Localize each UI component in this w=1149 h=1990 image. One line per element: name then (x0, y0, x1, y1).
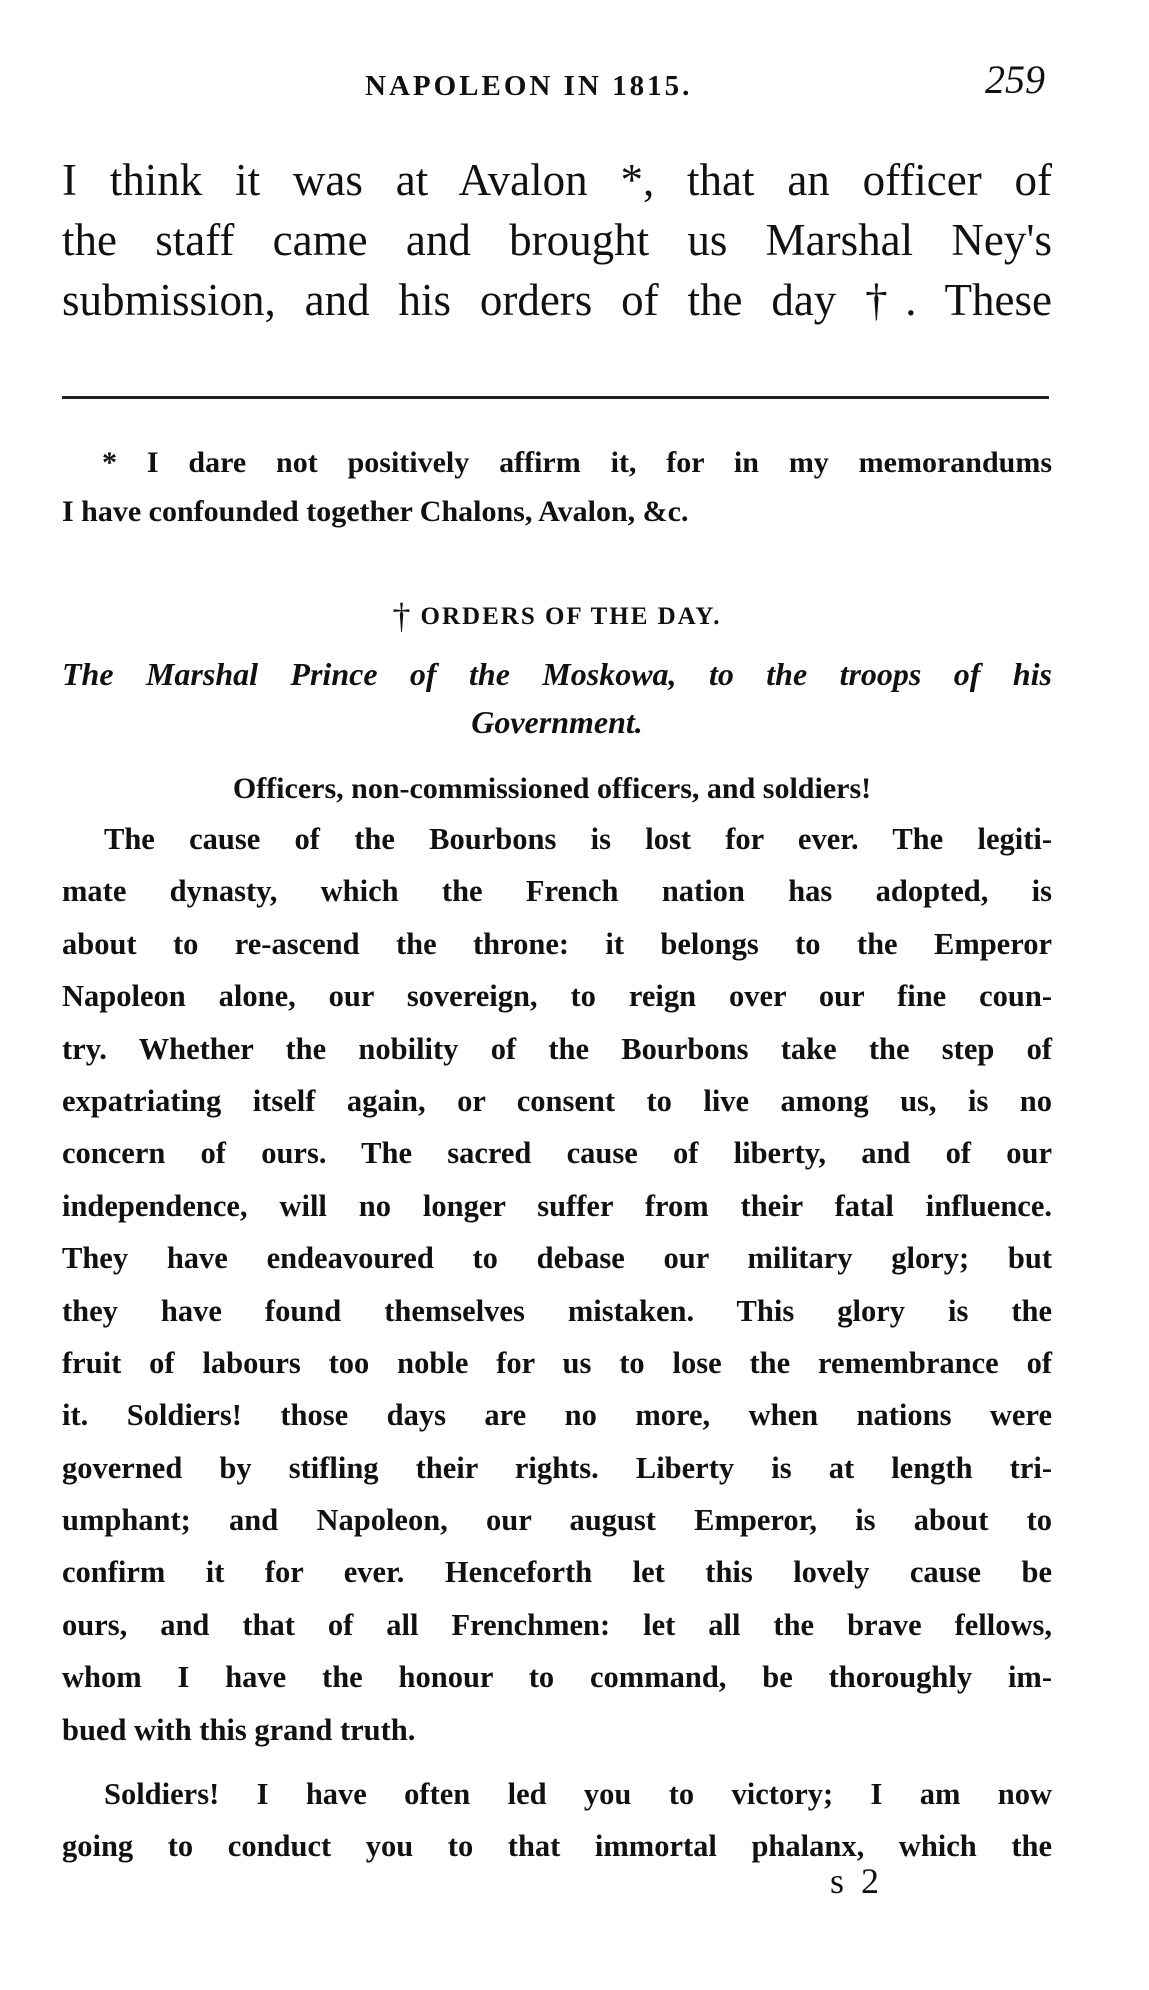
paragraph-line: expatriating itself again, or consent to live among us, is no (62, 1083, 1052, 1118)
main-text-line: submission, and his orders of the day †. These (62, 275, 1052, 325)
dagger-mark: † (392, 596, 413, 636)
paragraph-line: concern of ours. The sacred cause of liberty, and of our (62, 1136, 1052, 1171)
footnote-line: * I dare not positively affirm it, for in my memorandums (102, 446, 1052, 479)
running-title: NAPOLEON IN 1815. (365, 70, 693, 102)
paragraph-line: umphant; and Napoleon, our august Emperor, is about to (62, 1503, 1052, 1538)
proclamation-title-line: Government. (471, 704, 643, 740)
footnote-asterisk (62, 438, 1052, 536)
paragraph-line: Soldiers! I have often led you to victory; I am now (104, 1777, 1052, 1812)
proclamation-paragraph-1 (62, 813, 1052, 1756)
paragraph-line: They have endeavoured to debase our military glory; but (62, 1241, 1052, 1276)
paragraph-line: governed by stifling their rights. Liberty is at length tri- (62, 1450, 1052, 1485)
paragraph-line: bued with this grand truth. (62, 1712, 416, 1747)
footnote-line: I have confounded together Chalons, Avalon, &c. (62, 495, 689, 528)
paragraph-line: try. Whether the nobility of the Bourbons take the step of (62, 1031, 1052, 1066)
paragraph-line: confirm it for ever. Henceforth let this lovely cause be (62, 1555, 1052, 1590)
salutation: Officers, non-commissioned officers, and soldiers! (232, 772, 872, 805)
footnotes (62, 438, 1052, 1873)
proclamation-paragraph-2 (62, 1768, 1052, 1873)
proclamation-title-line: The Marshal Prince of the Moskowa, to the troops of his (62, 656, 1052, 692)
paragraph-line: they have found themselves mistaken. This glory is the (62, 1293, 1052, 1328)
main-text-line: I think it was at Avalon *, that an officer of (62, 155, 1052, 205)
proclamation-title (62, 650, 1052, 746)
paragraph-line: mate dynasty, which the French nation has adopted, is (62, 874, 1052, 909)
signature-mark: s 2 (830, 1861, 884, 1901)
paragraph-line: ours, and that of all Frenchmen: let all the brave fellows, (62, 1607, 1052, 1642)
paragraph-line: going to conduct you to that immortal phalanx, which the (62, 1829, 1052, 1864)
page-number: 259 (985, 57, 1045, 102)
paragraph-line: Napoleon alone, our sovereign, to reign over our fine coun- (62, 979, 1052, 1014)
footnote-dagger (62, 596, 1052, 1873)
paragraph-line: fruit of labours too noble for us to lose the remembrance of (62, 1345, 1052, 1380)
footnote-divider (62, 396, 1049, 399)
paragraph-line: independence, will no longer suffer from their fatal influence. (62, 1188, 1052, 1223)
paragraph-gap (62, 1756, 1052, 1768)
paragraph-line: it. Soldiers! those days are no more, when nations were (62, 1398, 1052, 1433)
paragraph-line: The cause of the Bourbons is lost for ever. The legiti- (104, 822, 1052, 856)
page-header (60, 57, 1050, 112)
main-text-line: the staff came and brought us Marshal Ney's (62, 215, 1052, 265)
orders-heading-text: ORDERS OF THE DAY. (420, 603, 722, 630)
main-text (62, 150, 1052, 330)
paragraph-line: about to re-ascend the throne: it belongs to the Emperor (62, 926, 1052, 961)
orders-heading (62, 596, 1052, 636)
paragraph-line: whom I have the honour to command, be thoroughly im- (62, 1660, 1052, 1695)
